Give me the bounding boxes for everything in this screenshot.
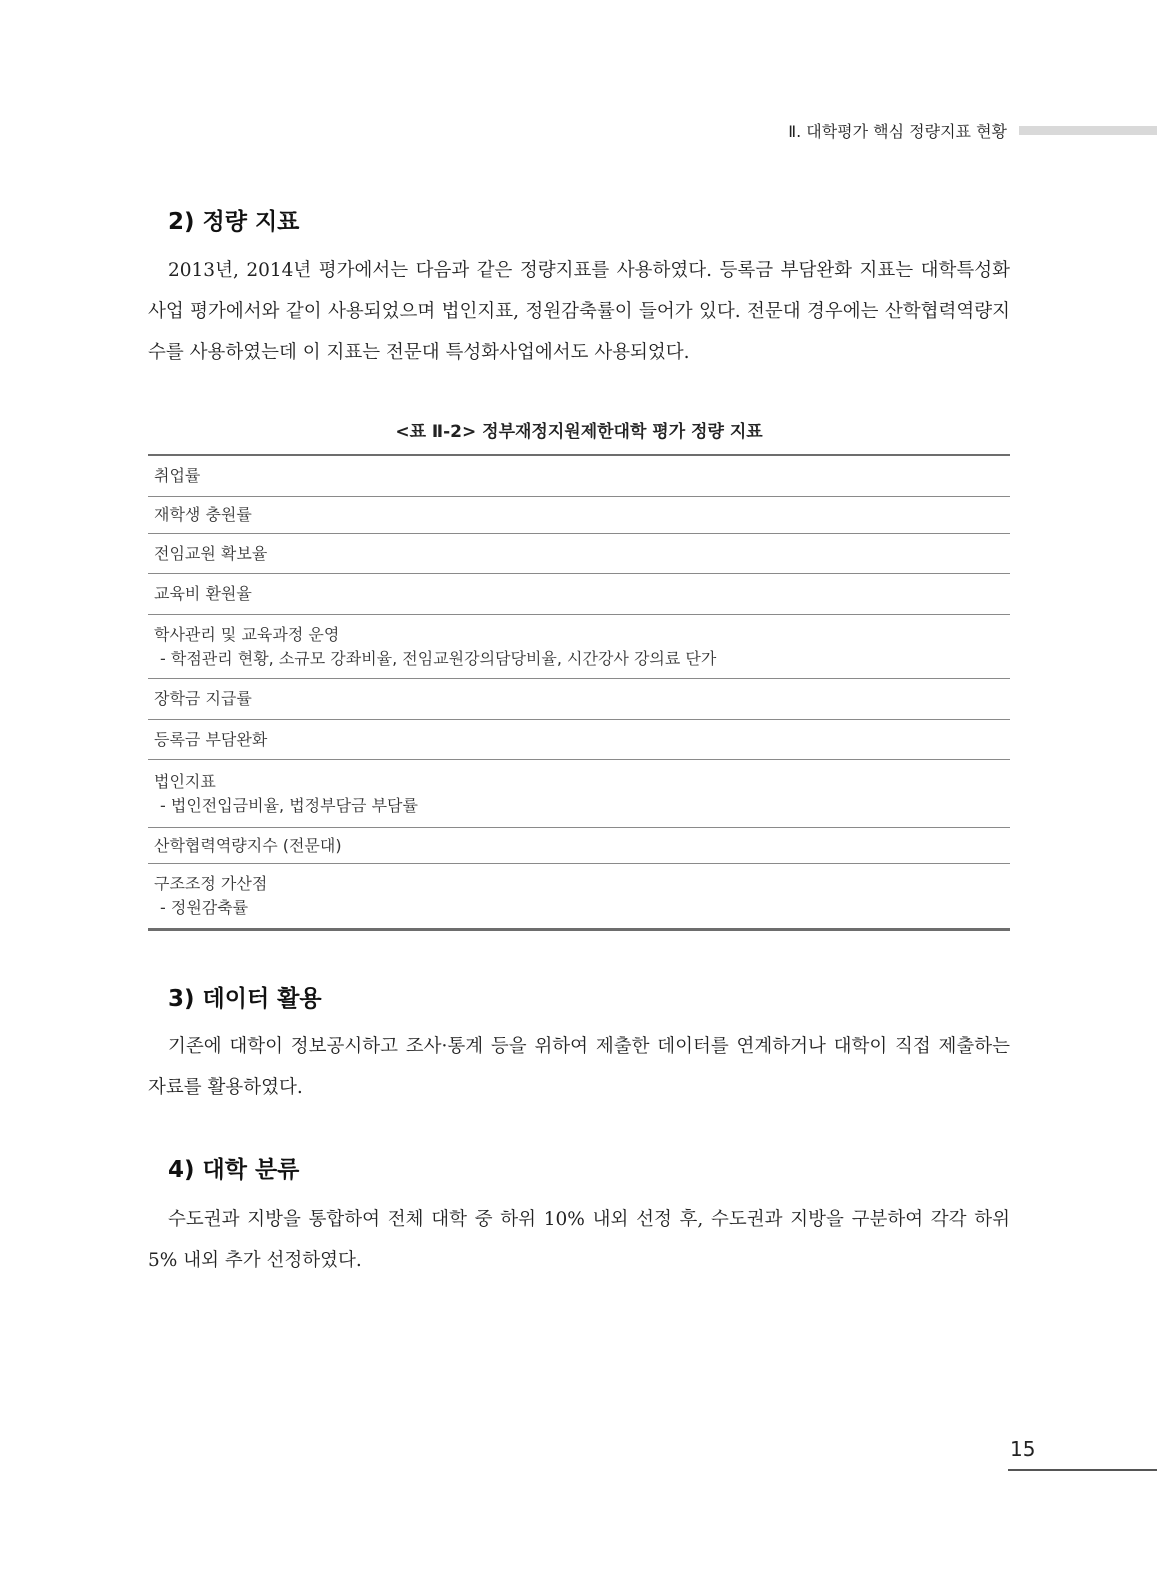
table-row bbox=[148, 864, 1010, 928]
section-paragraph-quant: 2013년, 2014년 평가에서는 다음과 같은 정량지표를 사용하였다. 등록금 부담완화 지표는 대학특성화 사업 평가에서와 같이 사용되었으며 법인지표, 정원감축률이 들어가 있다. 전문대 경우에는 산학협력역량지수를 사용하였는데 이 지표는 전문대 특성화사업에서도 사용되었다. bbox=[148, 260, 1010, 363]
section-heading-classification: 4) 대학 분류 bbox=[168, 1157, 300, 1183]
table-row bbox=[148, 574, 1010, 615]
row-main-label: 재학생 충원률 bbox=[154, 505, 252, 524]
row-main-label: 구조조정 가산점 bbox=[154, 874, 268, 893]
row-main-label: 취업률 bbox=[154, 466, 201, 485]
row-sub-label: - 학점관리 현황, 소규모 강좌비율, 전임교원강의담당비율, 시간강사 강의료 단가 bbox=[160, 648, 717, 668]
running-header-text: Ⅱ. 대학평가 핵심 정량지표 현황 bbox=[788, 121, 1007, 141]
row-main-label: 교육비 환원율 bbox=[154, 584, 252, 603]
table-row bbox=[148, 720, 1010, 760]
row-main-label: 장학금 지급률 bbox=[154, 689, 252, 708]
table-row bbox=[148, 828, 1010, 864]
row-sub-label: - 법인전입금비율, 법정부담금 부담률 bbox=[160, 795, 418, 815]
table-row bbox=[148, 679, 1010, 720]
table-row bbox=[148, 534, 1010, 574]
table-row bbox=[148, 456, 1010, 497]
running-header bbox=[788, 118, 1157, 142]
table-row bbox=[148, 497, 1010, 534]
page-number-rule bbox=[1008, 1469, 1157, 1471]
table-row bbox=[148, 760, 1010, 828]
table-row bbox=[148, 615, 1010, 679]
section-heading-quant: 2) 정량 지표 bbox=[168, 209, 300, 235]
indicator-table bbox=[148, 454, 1010, 931]
page-number: 15 bbox=[1010, 1437, 1036, 1461]
row-main-label: 법인지표 bbox=[154, 771, 216, 791]
row-sub-label: - 정원감축률 bbox=[160, 898, 249, 917]
section-paragraph-classification: 수도권과 지방을 통합하여 전체 대학 중 하위 10% 내외 선정 후, 수도권과 지방을 구분하여 각각 하위 5% 내외 추가 선정하였다. bbox=[148, 1209, 1010, 1271]
row-main-label: 학사관리 및 교육과정 운영 bbox=[154, 624, 340, 644]
row-main-label: 전임교원 확보율 bbox=[154, 543, 268, 563]
row-main-label: 등록금 부담완화 bbox=[154, 729, 268, 749]
section-heading-data: 3) 데이터 활용 bbox=[168, 986, 322, 1012]
section-paragraph-data: 기존에 대학이 정보공시하고 조사·통계 등을 위하여 제출한 데이터를 연계하거나 대학이 직접 제출하는 자료를 활용하였다. bbox=[148, 1036, 1010, 1098]
row-main-label: 산학협력역량지수 (전문대) bbox=[154, 835, 342, 855]
table-caption: <표 Ⅱ-2> 정부재정지원제한대학 평가 정량 지표 bbox=[395, 422, 763, 442]
running-header-bar bbox=[1019, 126, 1157, 135]
